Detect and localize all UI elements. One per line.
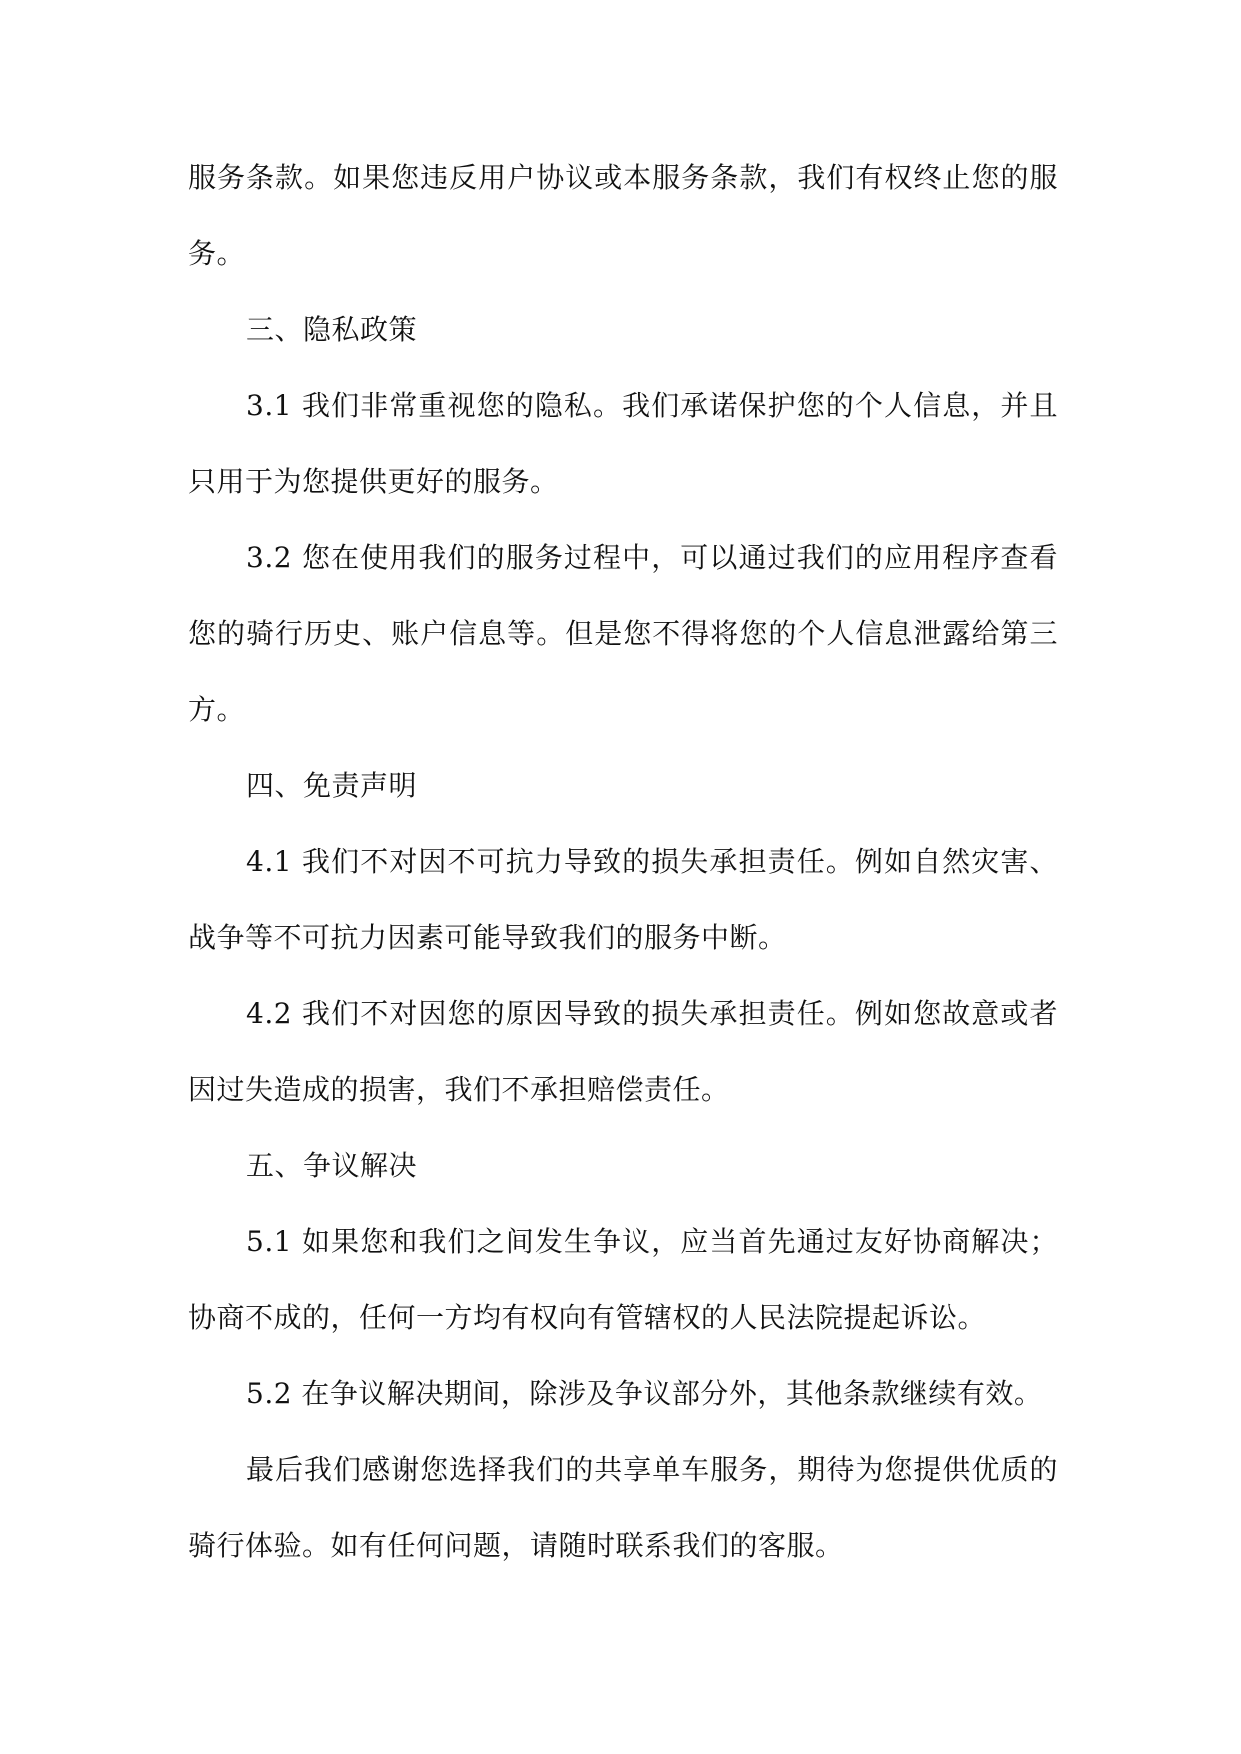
paragraph-3-2: 3.2 您在使用我们的服务过程中，可以通过我们的应用程序查看您的骑行历史、账户信息等。但是您不得将您的个人信息泄露给第三方。: [188, 541, 1058, 726]
section-heading-dispute: 五、争议解决: [246, 1149, 418, 1182]
section-heading-disclaimer: 四、免责声明: [246, 769, 418, 802]
paragraph-closing: 最后我们感谢您选择我们的共享单车服务，期待为您提供优质的骑行体验。如有任何问题，请随时联系我们的客服。: [188, 1453, 1058, 1562]
paragraph-4-1: 4.1 我们不对因不可抗力导致的损失承担责任。例如自然灾害、战争等不可抗力因素可能导致我们的服务中断。: [188, 845, 1058, 954]
document-page: [188, 140, 1058, 1584]
paragraph-3-1: 3.1 我们非常重视您的隐私。我们承诺保护您的个人信息，并且只用于为您提供更好的服务。: [188, 389, 1058, 498]
paragraph-terms-continuation: 服务条款。如果您违反用户协议或本服务条款，我们有权终止您的服务。: [188, 161, 1058, 270]
paragraph-5-1: 5.1 如果您和我们之间发生争议，应当首先通过友好协商解决；协商不成的，任何一方均有权向有管辖权的人民法院提起诉讼。: [188, 1225, 1058, 1334]
paragraph-5-2: 5.2 在争议解决期间，除涉及争议部分外，其他条款继续有效。: [246, 1377, 1043, 1410]
section-heading-privacy: 三、隐私政策: [246, 313, 418, 346]
paragraph-4-2: 4.2 我们不对因您的原因导致的损失承担责任。例如您故意或者因过失造成的损害，我们不承担赔偿责任。: [188, 997, 1058, 1106]
